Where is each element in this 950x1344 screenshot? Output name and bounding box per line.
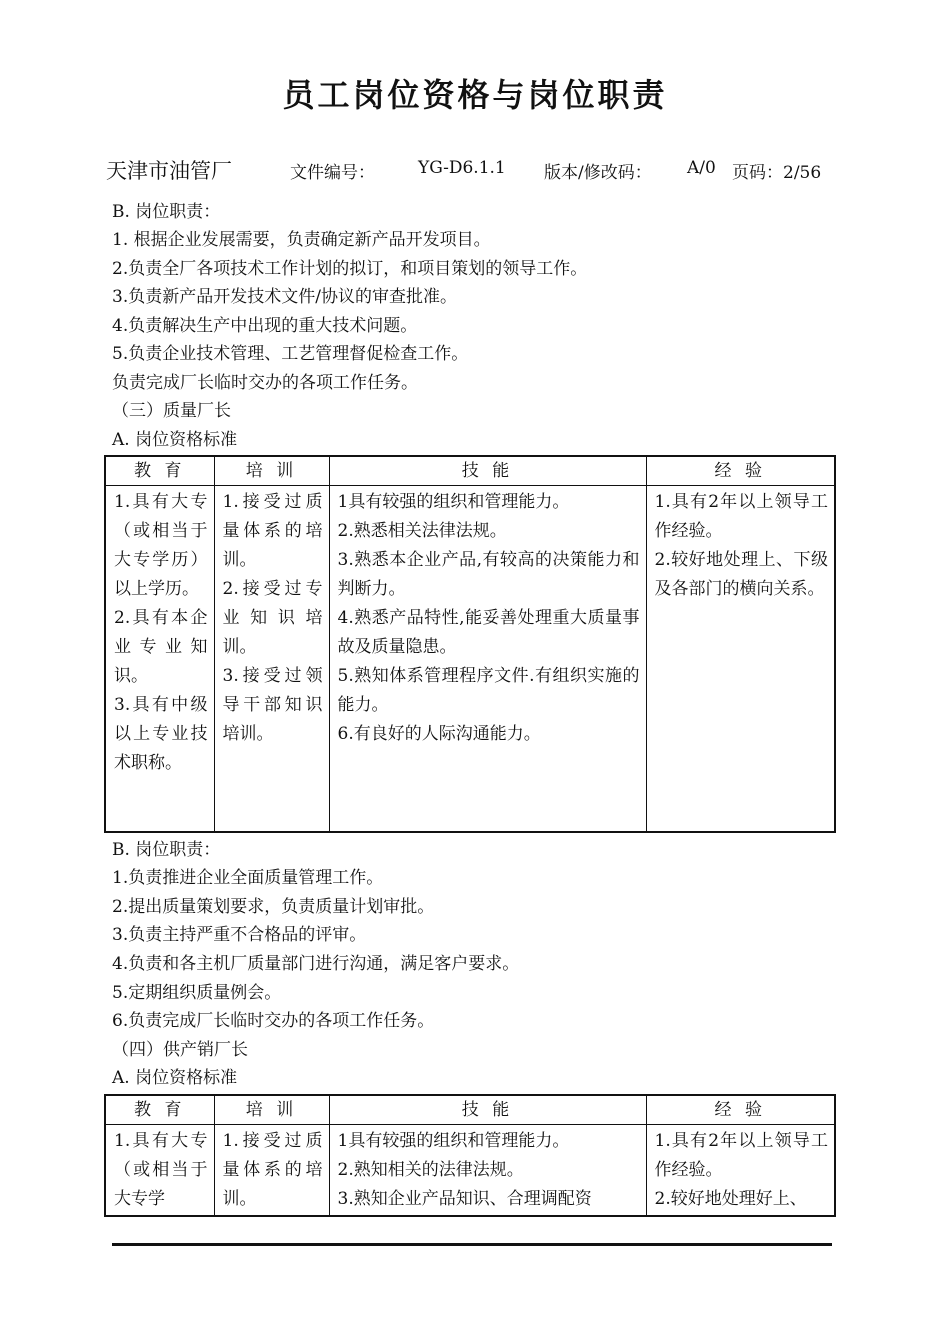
list-item: 6.负责完成厂长临时交办的各项工作任务。: [112, 1011, 435, 1031]
section-heading: B. 岗位职责：: [112, 202, 221, 222]
list-item: 2.具有本企业专业知识。: [114, 608, 208, 686]
table-header-row: [105, 456, 835, 486]
skills-cell: [329, 1125, 646, 1217]
list-item: 1. 根据企业发展需要，负责确定新产品开发项目。: [112, 230, 491, 250]
document-header: [106, 158, 836, 188]
training-cell: [214, 1125, 329, 1217]
list-item: 1.负责推进企业全面质量管理工作。: [112, 868, 384, 888]
section-heading: （三）质量厂长: [112, 401, 231, 421]
version-code: A/0: [687, 158, 716, 178]
list-item: 3.熟知企业产品知识、合理调配资: [337, 1189, 592, 1209]
list-item: 3.接受过领导干部知识培训。: [222, 666, 323, 744]
list-item: 1具有较强的组织和管理能力。: [337, 492, 570, 512]
table-row: [105, 1125, 835, 1217]
experience-cell: [646, 486, 835, 832]
column-header: 经 验: [646, 456, 835, 486]
list-item: 4.熟悉产品特性,能妥善处理重大质量事故及质量隐患。: [337, 608, 640, 657]
list-item: 1.接受过质量体系的培训。: [222, 1131, 323, 1209]
column-header: 教 育: [105, 456, 214, 486]
section-heading: B. 岗位职责：: [112, 840, 221, 860]
section-heading: （四）供产销厂长: [112, 1040, 248, 1060]
list-item: 1.具有2年以上领导工作经验。: [654, 1131, 828, 1180]
list-item: 4.负责解决生产中出现的重大技术问题。: [112, 316, 418, 336]
section-heading: A. 岗位资格标准: [112, 1068, 238, 1088]
list-item: 2.负责全厂各项技术工作计划的拟订，和项目策划的领导工作。: [112, 259, 588, 279]
section-heading: A. 岗位资格标准: [112, 430, 238, 450]
list-item: 1.接受过质量体系的培训。: [222, 492, 323, 570]
page-number: 页码：2/56: [732, 163, 822, 183]
doc-number: YG-D6.1.1: [418, 158, 506, 178]
column-header: 培 训: [214, 1095, 329, 1125]
list-item: 3.具有中级以上专业技术职称。: [114, 695, 208, 773]
column-header: 经 验: [646, 1095, 835, 1125]
training-cell: [214, 486, 329, 832]
list-item: 2.较好地处理好上、: [654, 1189, 807, 1209]
list-item: 3.负责主持严重不合格品的评审。: [112, 925, 367, 945]
table-row: [105, 486, 835, 832]
page-title: 员工岗位资格与岗位职责: [282, 76, 668, 114]
list-item: 1具有较强的组织和管理能力。: [337, 1131, 570, 1151]
list-item: 3.熟悉本企业产品,有较高的决策能力和判断力。: [337, 550, 640, 599]
list-item: 6.有良好的人际沟通能力。: [337, 724, 541, 744]
list-item: 2.较好地处理上、下级及各部门的横向关系。: [654, 550, 828, 599]
doc-number-label: 文件编号：: [290, 163, 375, 183]
experience-cell: [646, 1125, 835, 1217]
list-item: 2.接受过专业知识培训。: [222, 579, 323, 657]
education-cell: [105, 1125, 214, 1217]
education-cell: [105, 486, 214, 832]
table-header-row: [105, 1095, 835, 1125]
list-item: 5.定期组织质量例会。: [112, 983, 282, 1003]
company-name: 天津市油管厂: [106, 159, 232, 183]
column-header: 技 能: [329, 456, 646, 486]
list-item: 3.负责新产品开发技术文件/协议的审查批准。: [112, 287, 457, 307]
version-label: 版本/修改码：: [544, 163, 652, 183]
list-item: 2.提出质量策划要求，负责质量计划审批。: [112, 897, 435, 917]
skills-cell: [329, 486, 646, 832]
list-item: 4.负责和各主机厂质量部门进行沟通，满足客户要求。: [112, 954, 520, 974]
column-header: 技 能: [329, 1095, 646, 1125]
list-item: 5.负责企业技术管理、工艺管理督促检查工作。: [112, 344, 469, 364]
footer-divider: [112, 1243, 832, 1246]
list-item: 2.熟知相关的法律法规。: [337, 1160, 524, 1180]
list-item: 负责完成厂长临时交办的各项工作任务。: [112, 373, 418, 393]
list-item: 1.具有大专（或相当于大专学: [114, 1131, 208, 1209]
qualification-table: [104, 455, 836, 833]
list-item: 5.熟知体系管理程序文件.有组织实施的能力。: [337, 666, 640, 715]
list-item: 1.具有2年以上领导工作经验。: [654, 492, 828, 541]
column-header: 培 训: [214, 456, 329, 486]
qualification-table: [104, 1094, 836, 1217]
column-header: 教 育: [105, 1095, 214, 1125]
list-item: 2.熟悉相关法律法规。: [337, 521, 507, 541]
list-item: 1.具有大专（或相当于大专学历）以上学历。: [114, 492, 208, 599]
